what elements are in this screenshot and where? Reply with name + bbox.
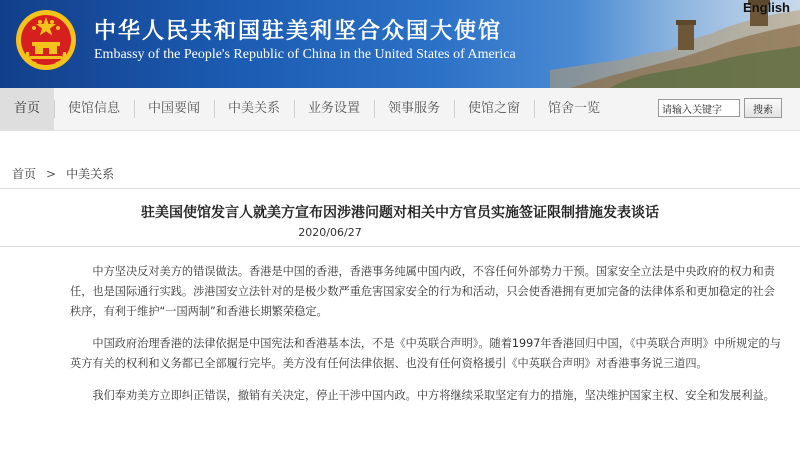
breadcrumb-separator: > — [46, 167, 57, 181]
article-paragraph: 中方坚决反对美方的错误做法。香港是中国的香港，香港事务纯属中国内政，不容任何外部势力干预。国家安全立法是中央政府的权力和责任，也是国际通行实践。涉港国安立法针对的是极少数严重危害国家安全的行为和活动，只会使香港拥有更加完备的法律体系和更加稳定的社会秩序，有利于维护“一国两制”和香港长期繁荣稳定。 — [70, 265, 775, 318]
nav-item-china-news[interactable]: 中国要闻 — [134, 88, 214, 130]
nav-item-premises[interactable]: 馆舍一览 — [534, 88, 614, 130]
nav-item-business[interactable]: 业务设置 — [294, 88, 374, 130]
nav-item-consular-services[interactable]: 领事服务 — [374, 88, 454, 130]
site-title-chinese: 中华人民共和国驻美利坚合众国大使馆 — [94, 18, 503, 44]
header-banner — [0, 0, 800, 88]
breadcrumb-home[interactable]: 首页 — [12, 167, 37, 181]
search-input[interactable] — [658, 99, 740, 117]
breadcrumb-current[interactable]: 中美关系 — [66, 167, 115, 181]
article-paragraph: 中国政府治理香港的法律依据是中国宪法和香港基本法，不是《中英联合声明》。随着1997年香港回归中国，《中英联合声明》中所规定的与英方有关的权利和义务都已全部履行完毕。美方没有任何法律依据、也没有任何资格援引《中英联合声明》对香港事务说三道四。 — [70, 337, 781, 370]
english-language-link[interactable]: English — [743, 0, 790, 15]
search-button[interactable]: 搜索 — [744, 98, 782, 118]
article-paragraph: 我们奉劝美方立即纠正错误，撤销有关决定，停止干涉中国内政。中方将继续采取坚定有力的措施，坚决维护国家主权、安全和发展利益。 — [92, 389, 775, 402]
breadcrumb — [12, 165, 114, 182]
article-title: 驻美国使馆发言人就美方宣布因涉港问题对相关中方官员实施签证限制措施发表谈话 — [141, 205, 659, 221]
article-body — [70, 262, 782, 418]
nav-item-home[interactable]: 首页 — [0, 88, 54, 130]
nav-item-china-us-relations[interactable]: 中美关系 — [214, 88, 294, 130]
nav-item-embassy-info[interactable]: 使馆信息 — [54, 88, 134, 130]
breadcrumb-divider — [0, 188, 800, 189]
article-header-divider — [0, 246, 800, 247]
nav-item-embassy-window[interactable]: 使馆之窗 — [454, 88, 534, 130]
article-date: 2020/06/27 — [298, 226, 362, 239]
national-emblem-icon — [14, 8, 78, 72]
site-title-english: Embassy of the People's Republic of China in the United States of America — [94, 47, 516, 62]
